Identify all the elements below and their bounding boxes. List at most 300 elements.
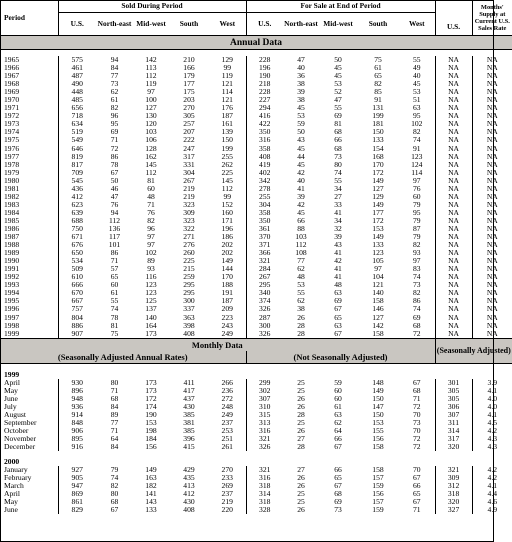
period-cell: 1995 xyxy=(4,296,20,306)
sold-south-cell: 225 xyxy=(183,256,195,266)
forsale-northeast-cell: 27 xyxy=(297,465,305,475)
sold-us-cell: 895 xyxy=(58,435,96,443)
forsale-west-cell: 67 xyxy=(412,473,421,483)
forsale-us-cell: 326 xyxy=(246,443,283,451)
period-cell: May xyxy=(4,385,18,395)
months-supply-cell: 4.2 xyxy=(472,427,512,435)
sold-west-cell: 262 xyxy=(221,159,233,169)
sold-northeast-cell: 75 xyxy=(110,328,119,338)
forsale-midwest-cell: 34 xyxy=(334,215,342,225)
period-cell: 1986 xyxy=(4,223,20,233)
forsale-midwest-cell: 34 xyxy=(334,183,342,193)
forsale-midwest-cell: 63 xyxy=(334,409,342,419)
forsale-northeast-cell: 42 xyxy=(297,167,305,177)
forsale-northeast-cell: 39 xyxy=(297,191,305,201)
sold-south-cell: 257 xyxy=(183,119,195,129)
forsale-midwest-cell: 47 xyxy=(334,95,342,105)
sold-south-cell: 305 xyxy=(183,111,195,121)
forsale-west-cell: 82 xyxy=(412,288,421,298)
sold-south-cell: 323 xyxy=(183,215,195,225)
forsale-us-sa-cell: NA xyxy=(435,120,472,128)
forsale-us-cell: 278 xyxy=(246,185,283,193)
forsale-midwest-cell: 61 xyxy=(334,401,342,411)
months-supply-cell: NA xyxy=(472,273,512,281)
sold-northeast-cell: 71 xyxy=(110,256,119,266)
forsale-northeast-cell: 45 xyxy=(297,143,305,153)
seasonally-adjusted-note: (Seasonally Adjusted Annual Rates) xyxy=(0,351,246,364)
sold-west-cell: 152 xyxy=(221,199,233,209)
forsale-us-cell: 284 xyxy=(246,265,283,273)
period-cell: April xyxy=(4,377,21,387)
forsale-west-cell: 72 xyxy=(412,442,421,452)
forsale-us-sa-cell: NA xyxy=(435,56,472,64)
forsale-midwest-cell: 45 xyxy=(334,63,342,73)
forsale-midwest-cell: 74 xyxy=(334,167,342,177)
sold-south-cell: 219 xyxy=(183,191,195,201)
sold-northeast-cell: 57 xyxy=(110,264,119,274)
forsale-us-sa-cell: NA xyxy=(435,209,472,217)
sold-us-cell: 927 xyxy=(58,466,96,474)
sold-us-cell: 575 xyxy=(58,56,96,64)
forsale-south-cell: 156 xyxy=(372,489,384,499)
forsale-south-cell: 159 xyxy=(372,481,384,491)
forsale-northeast-cell: 28 xyxy=(297,328,305,338)
sold-northeast-cell: 84 xyxy=(110,442,119,452)
months-supply-cell: NA xyxy=(472,112,512,120)
sold-northeast-cell: 136 xyxy=(108,223,121,233)
sold-midwest-cell: 184 xyxy=(145,433,157,443)
months-supply-cell: NA xyxy=(472,96,512,104)
sold-northeast-cell: 55 xyxy=(110,296,119,306)
sold-south-cell: 430 xyxy=(183,401,195,411)
period-cell: 1972 xyxy=(4,111,20,121)
forsale-south-cell: 150 xyxy=(372,127,384,137)
forsale-us-cell: 299 xyxy=(246,379,283,387)
forsale-us-cell: 228 xyxy=(246,88,283,96)
forsale-northeast-cell: 62 xyxy=(297,264,305,274)
sold-northeast-cell: 64 xyxy=(110,433,119,443)
forsale-south-cell: 65 xyxy=(374,71,382,81)
forsale-west-cell: 73 xyxy=(412,417,421,427)
period-cell: 1971 xyxy=(4,103,20,113)
forsale-northeast-cell: 38 xyxy=(297,304,305,314)
period-cell: 1966 xyxy=(4,63,20,73)
sold-us-cell: 666 xyxy=(58,281,96,289)
period-cell: 1983 xyxy=(4,199,20,209)
forsale-northeast-cell: 28 xyxy=(297,409,305,419)
sold-west-cell: 249 xyxy=(221,409,233,419)
sold-us-cell: 709 xyxy=(58,169,96,177)
sold-west-cell: 121 xyxy=(221,95,233,105)
period-cell: 1996 xyxy=(4,304,20,314)
forsale-west-cell: 71 xyxy=(412,393,421,403)
sold-midwest-cell: 172 xyxy=(145,393,157,403)
annual-data-banner: Annual Data xyxy=(0,36,512,50)
forsale-midwest-cell: 66 xyxy=(334,433,342,443)
forsale-us-sa-cell: NA xyxy=(435,145,472,153)
forsale-south-cell: 127 xyxy=(372,312,384,322)
sold-midwest-cell: 198 xyxy=(145,425,157,435)
forsale-south-cell: 157 xyxy=(372,473,384,483)
sold-northeast-cell: 82 xyxy=(110,481,119,491)
sold-northeast-cell: 69 xyxy=(110,127,119,137)
forsale-us-cell: 294 xyxy=(246,104,283,112)
sold-west-cell: 236 xyxy=(221,385,233,395)
forsale-west-cell: 40 xyxy=(412,71,421,81)
months-supply-cell: NA xyxy=(472,265,512,273)
sold-south-cell: 337 xyxy=(183,304,195,314)
forsale-south-cell: 181 xyxy=(372,119,384,129)
sold-west-cell: 220 xyxy=(221,505,233,515)
forsale-midwest-cell: 67 xyxy=(334,328,342,338)
sold-northeast-cell: 61 xyxy=(110,95,119,105)
months-supply-cell: NA xyxy=(472,161,512,169)
sold-us-cell: 639 xyxy=(58,209,96,217)
sold-northeast-cell: 78 xyxy=(110,312,119,322)
sold-west-cell: 272 xyxy=(221,393,233,403)
sold-west-cell: 196 xyxy=(221,223,233,233)
sold-midwest-cell: 174 xyxy=(145,401,157,411)
forsale-us-sa-cell: NA xyxy=(435,112,472,120)
sold-south-cell: 247 xyxy=(183,143,195,153)
months-supply-cell: NA xyxy=(472,249,512,257)
forsale-midwest-cell: 39 xyxy=(334,232,342,242)
sold-midwest-cell: 112 xyxy=(145,71,157,81)
forsale-us-sa-cell: NA xyxy=(435,225,472,233)
sold-midwest-cell: 141 xyxy=(145,489,157,499)
forsale-us-cell: 358 xyxy=(246,145,283,153)
sold-west-cell: 99 xyxy=(223,191,232,201)
forsale-south-cell: 61 xyxy=(374,63,382,73)
sold-south-cell: 385 xyxy=(183,409,195,419)
us-only-header: U.S. xyxy=(435,0,472,36)
forsale-west-cell: 76 xyxy=(412,183,421,193)
period-cell: 1974 xyxy=(4,127,20,137)
forsale-south-cell: 150 xyxy=(372,393,384,403)
months-supply-cell: NA xyxy=(472,233,512,241)
col-header-midwest: Mid-west xyxy=(133,13,169,36)
forsale-us-sa-cell: 305 xyxy=(435,395,472,403)
forsale-northeast-cell: 26 xyxy=(297,473,305,483)
sold-midwest-cell: 82 xyxy=(147,215,155,225)
forsale-us-cell: 361 xyxy=(246,225,283,233)
forsale-us-sa-cell: NA xyxy=(435,322,472,330)
forsale-us-cell: 196 xyxy=(246,64,283,72)
forsale-northeast-cell: 45 xyxy=(297,207,305,217)
forsale-midwest-cell: 50 xyxy=(334,55,342,64)
forsale-northeast-cell: 40 xyxy=(297,175,305,185)
sold-northeast-cell: 73 xyxy=(110,79,119,89)
sold-midwest-cell: 120 xyxy=(145,119,157,129)
sold-west-cell: 99 xyxy=(223,63,232,73)
sold-west-cell: 266 xyxy=(221,377,233,387)
forsale-midwest-cell: 67 xyxy=(334,442,342,452)
forsale-northeast-cell: 48 xyxy=(297,272,305,282)
forsale-northeast-cell: 38 xyxy=(297,95,305,105)
forsale-us-sa-cell: 305 xyxy=(435,387,472,395)
sold-us-cell: 610 xyxy=(58,273,96,281)
months-supply-cell: NA xyxy=(472,128,512,136)
sold-midwest-cell: 164 xyxy=(145,320,157,330)
forsale-south-cell: 149 xyxy=(372,232,384,242)
forsale-northeast-cell: 108 xyxy=(295,248,307,258)
forsale-us-cell: 342 xyxy=(246,177,283,185)
period-cell: 1997 xyxy=(4,312,20,322)
forsale-us-cell: 227 xyxy=(246,96,283,104)
forsale-group-header: For Sale at End of Period xyxy=(246,0,435,13)
forsale-south-cell: 172 xyxy=(372,215,384,225)
forsale-south-cell: 133 xyxy=(372,240,384,250)
forsale-west-cell: 68 xyxy=(412,385,421,395)
period-cell: April xyxy=(4,489,21,499)
period-cell: 1975 xyxy=(4,135,20,145)
sold-northeast-cell: 67 xyxy=(110,167,119,177)
sold-midwest-cell: 140 xyxy=(145,312,157,322)
forsale-us-sa-cell: NA xyxy=(435,249,472,257)
sold-midwest-cell: 125 xyxy=(145,296,157,306)
forsale-midwest-cell: 69 xyxy=(334,497,342,507)
forsale-northeast-cell: 43 xyxy=(297,135,305,145)
sold-northeast-cell: 77 xyxy=(110,417,119,427)
forsale-us-cell: 316 xyxy=(246,474,283,482)
forsale-west-cell: 70 xyxy=(412,425,421,435)
forsale-west-cell: 83 xyxy=(412,264,421,274)
forsale-south-cell: 148 xyxy=(372,377,384,387)
sold-west-cell: 219 xyxy=(221,497,233,507)
sold-south-cell: 222 xyxy=(183,135,195,145)
forsale-northeast-cell: 28 xyxy=(297,320,305,330)
sold-west-cell: 161 xyxy=(221,119,233,129)
sold-west-cell: 253 xyxy=(221,425,233,435)
sold-midwest-cell: 103 xyxy=(145,127,157,137)
months-supply-cell: NA xyxy=(472,257,512,265)
period-cell: 1990 xyxy=(4,256,20,266)
sold-south-cell: 381 xyxy=(183,417,195,427)
months-supply-cell: NA xyxy=(472,281,512,289)
forsale-west-cell: 70 xyxy=(412,465,421,475)
sold-midwest-cell: 116 xyxy=(145,272,157,282)
sold-northeast-cell: 84 xyxy=(110,401,119,411)
sold-south-cell: 219 xyxy=(183,183,195,193)
sold-west-cell: 199 xyxy=(221,143,233,153)
sold-midwest-cell: 127 xyxy=(145,103,157,113)
forsale-midwest-cell: 41 xyxy=(334,272,342,282)
months-supply-cell: 4.5 xyxy=(472,419,512,427)
period-cell: 1978 xyxy=(4,159,20,169)
forsale-us-cell: 304 xyxy=(246,201,283,209)
forsale-us-sa-cell: NA xyxy=(435,128,472,136)
sold-west-cell: 187 xyxy=(221,111,233,121)
period-cell: August xyxy=(4,409,26,419)
sold-us-cell: 896 xyxy=(58,387,96,395)
sold-us-cell: 936 xyxy=(58,403,96,411)
forsale-south-cell: 133 xyxy=(372,135,384,145)
forsale-west-cell: 87 xyxy=(412,223,421,233)
forsale-south-cell: 153 xyxy=(372,223,384,233)
sold-us-cell: 509 xyxy=(58,265,96,273)
forsale-south-cell: 155 xyxy=(372,425,384,435)
forsale-us-cell: 321 xyxy=(246,435,283,443)
sold-west-cell: 243 xyxy=(221,320,233,330)
sold-west-cell: 119 xyxy=(221,71,233,81)
forsale-northeast-cell: 59 xyxy=(297,119,305,129)
sold-south-cell: 323 xyxy=(183,199,195,209)
forsale-us-sa-cell: NA xyxy=(435,217,472,225)
forsale-us-sa-cell: 318 xyxy=(435,490,472,498)
forsale-west-cell: 82 xyxy=(412,127,421,137)
sold-northeast-cell: 78 xyxy=(110,159,119,169)
sold-south-cell: 295 xyxy=(183,288,195,298)
forsale-midwest-cell: 68 xyxy=(334,143,342,153)
sold-northeast-cell: 82 xyxy=(110,103,119,113)
forsale-us-sa-cell: NA xyxy=(435,305,472,313)
forsale-midwest-cell: 43 xyxy=(334,240,342,250)
forsale-us-cell: 340 xyxy=(246,289,283,297)
sold-northeast-cell: 80 xyxy=(110,489,119,499)
period-cell: September xyxy=(4,417,37,427)
sold-northeast-cell: 84 xyxy=(110,63,119,73)
sold-northeast-cell: 96 xyxy=(110,111,119,121)
forsale-northeast-cell: 88 xyxy=(297,223,305,233)
sold-us-cell: 671 xyxy=(58,233,96,241)
sold-us-cell: 656 xyxy=(58,104,96,112)
period-cell: May xyxy=(4,497,18,507)
forsale-us-sa-cell: 327 xyxy=(435,506,472,514)
sold-south-cell: 270 xyxy=(183,103,195,113)
sold-south-cell: 430 xyxy=(183,497,195,507)
months-supply-cell: NA xyxy=(472,241,512,249)
forsale-west-cell: 51 xyxy=(412,95,421,105)
forsale-west-cell: 114 xyxy=(411,167,423,177)
forsale-south-cell: 149 xyxy=(372,199,384,209)
sold-us-cell: 905 xyxy=(58,474,96,482)
months-supply-cell: NA xyxy=(472,297,512,305)
forsale-west-cell: 97 xyxy=(412,175,421,185)
sold-us-cell: 623 xyxy=(58,201,96,209)
period-cell: July xyxy=(4,401,17,411)
sold-west-cell: 209 xyxy=(221,304,233,314)
sold-us-cell: 670 xyxy=(58,289,96,297)
forsale-midwest-cell: 52 xyxy=(334,87,342,97)
sold-us-cell: 549 xyxy=(58,136,96,144)
forsale-us-cell: 318 xyxy=(246,482,283,490)
forsale-midwest-cell: 62 xyxy=(334,417,342,427)
sold-us-cell: 916 xyxy=(58,443,96,451)
forsale-west-cell: 53 xyxy=(412,87,421,97)
forsale-northeast-cell: 45 xyxy=(297,103,305,113)
sold-midwest-cell: 163 xyxy=(145,473,157,483)
sold-south-cell: 300 xyxy=(183,296,195,306)
forsale-west-cell: 74 xyxy=(412,135,421,145)
forsale-us-cell: 313 xyxy=(246,419,283,427)
forsale-midwest-cell: 67 xyxy=(334,304,342,314)
forsale-us-sa-cell: 320 xyxy=(435,443,472,451)
months-supply-cell: 3.9 xyxy=(472,379,512,387)
forsale-northeast-cell: 25 xyxy=(297,377,305,387)
forsale-us-sa-cell: NA xyxy=(435,104,472,112)
forsale-west-cell: 74 xyxy=(412,304,421,314)
sold-northeast-cell: 112 xyxy=(108,215,121,225)
months-supply-cell: 4.2 xyxy=(472,466,512,474)
sold-us-cell: 650 xyxy=(58,249,96,257)
period-cell: June xyxy=(4,393,18,403)
sold-west-cell: 269 xyxy=(221,481,233,491)
forsale-us-cell: 328 xyxy=(246,506,283,514)
sold-us-cell: 757 xyxy=(58,305,96,313)
year-label: 2000 xyxy=(4,457,20,467)
sold-us-cell: 848 xyxy=(58,419,96,427)
sold-midwest-cell: 93 xyxy=(147,264,155,274)
sold-midwest-cell: 123 xyxy=(145,280,157,290)
sold-midwest-cell: 76 xyxy=(147,207,155,217)
sold-midwest-cell: 102 xyxy=(145,248,157,258)
forsale-west-cell: 72 xyxy=(412,328,421,338)
months-supply-cell: NA xyxy=(472,225,512,233)
sold-south-cell: 417 xyxy=(183,385,195,395)
forsale-west-cell: 65 xyxy=(412,489,421,499)
period-cell: 1976 xyxy=(4,143,20,153)
forsale-northeast-cell: 41 xyxy=(297,183,305,193)
period-cell: 1981 xyxy=(4,183,20,193)
period-cell: 1999 xyxy=(4,328,20,338)
col-header-northeast: North-east xyxy=(283,13,319,36)
forsale-west-cell: 102 xyxy=(411,119,423,129)
sold-south-cell: 276 xyxy=(183,240,195,250)
sold-south-cell: 437 xyxy=(183,393,195,403)
sold-us-cell: 914 xyxy=(58,411,96,419)
forsale-south-cell: 142 xyxy=(372,320,384,330)
period-cell: 1980 xyxy=(4,175,20,185)
months-supply-cell: NA xyxy=(472,145,512,153)
forsale-us-cell: 358 xyxy=(246,209,283,217)
forsale-midwest-cell: 67 xyxy=(334,481,342,491)
sold-northeast-cell: 117 xyxy=(108,232,121,242)
forsale-us-sa-cell: NA xyxy=(435,314,472,322)
forsale-west-cell: 79 xyxy=(412,199,421,209)
forsale-us-cell: 321 xyxy=(246,466,283,474)
forsale-midwest-cell: 53 xyxy=(334,79,342,89)
sold-midwest-cell: 153 xyxy=(145,417,157,427)
sold-south-cell: 331 xyxy=(183,159,195,169)
sold-west-cell: 139 xyxy=(221,127,233,137)
sold-west-cell: 121 xyxy=(221,79,233,89)
sold-us-cell: 634 xyxy=(58,120,96,128)
forsale-northeast-cell: 44 xyxy=(297,151,305,161)
sold-us-cell: 688 xyxy=(58,217,96,225)
sold-northeast-cell: 74 xyxy=(110,473,119,483)
months-supply-cell: NA xyxy=(472,193,512,201)
sold-south-cell: 398 xyxy=(183,320,195,330)
sold-midwest-cell: 128 xyxy=(145,143,157,153)
forsale-us-sa-cell: NA xyxy=(435,80,472,88)
sold-west-cell: 145 xyxy=(221,175,233,185)
forsale-us-cell: 302 xyxy=(246,387,283,395)
months-supply-cell: NA xyxy=(472,64,512,72)
forsale-midwest-cell: 66 xyxy=(334,465,342,475)
sold-northeast-cell: 71 xyxy=(110,135,119,145)
sold-us-cell: 534 xyxy=(58,257,96,265)
period-cell: November xyxy=(4,433,37,443)
forsale-south-cell: 158 xyxy=(372,442,384,452)
sold-midwest-cell: 89 xyxy=(147,256,155,266)
forsale-us-sa-cell: NA xyxy=(435,201,472,209)
forsale-us-sa-cell: 309 xyxy=(435,474,472,482)
forsale-northeast-cell: 25 xyxy=(297,385,305,395)
forsale-us-cell: 318 xyxy=(246,498,283,506)
months-supply-cell: 4.2 xyxy=(472,474,512,482)
sold-northeast-cell: 101 xyxy=(108,240,121,250)
sold-midwest-cell: 100 xyxy=(145,95,157,105)
